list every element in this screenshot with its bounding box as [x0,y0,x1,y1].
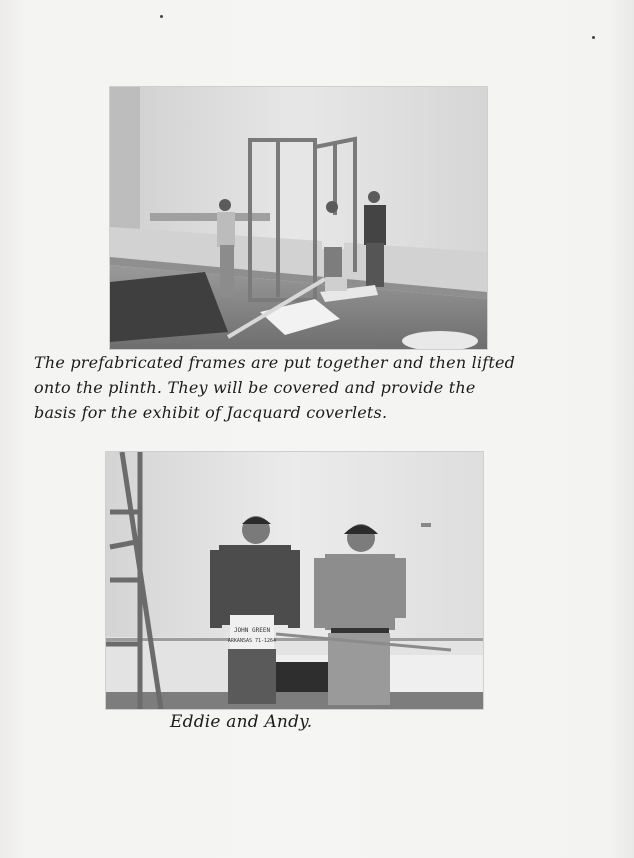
photo-bottom [106,452,483,709]
bleed-through-text [395,28,595,78]
photo-top-image [110,87,487,349]
caption-top-line-1: The prefabricated frames are put together and then lifted [34,353,516,372]
caption-frames [34,350,606,425]
apron-text-2: ARKANSAS 71-1264 [227,638,277,644]
photo-bottom-image [106,452,483,709]
photo-top [110,87,487,349]
apron-text-1: JOHN GREEN [233,627,271,634]
caption-top-line-3: basis for the exhibit of Jacquard coverlets. [34,403,388,422]
caption-eddie-andy: Eddie and Andy. [170,712,313,732]
caption-top-line-2: onto the plinth. They will be covered and provide the [34,378,476,397]
speck [160,15,163,18]
speck [592,36,595,39]
